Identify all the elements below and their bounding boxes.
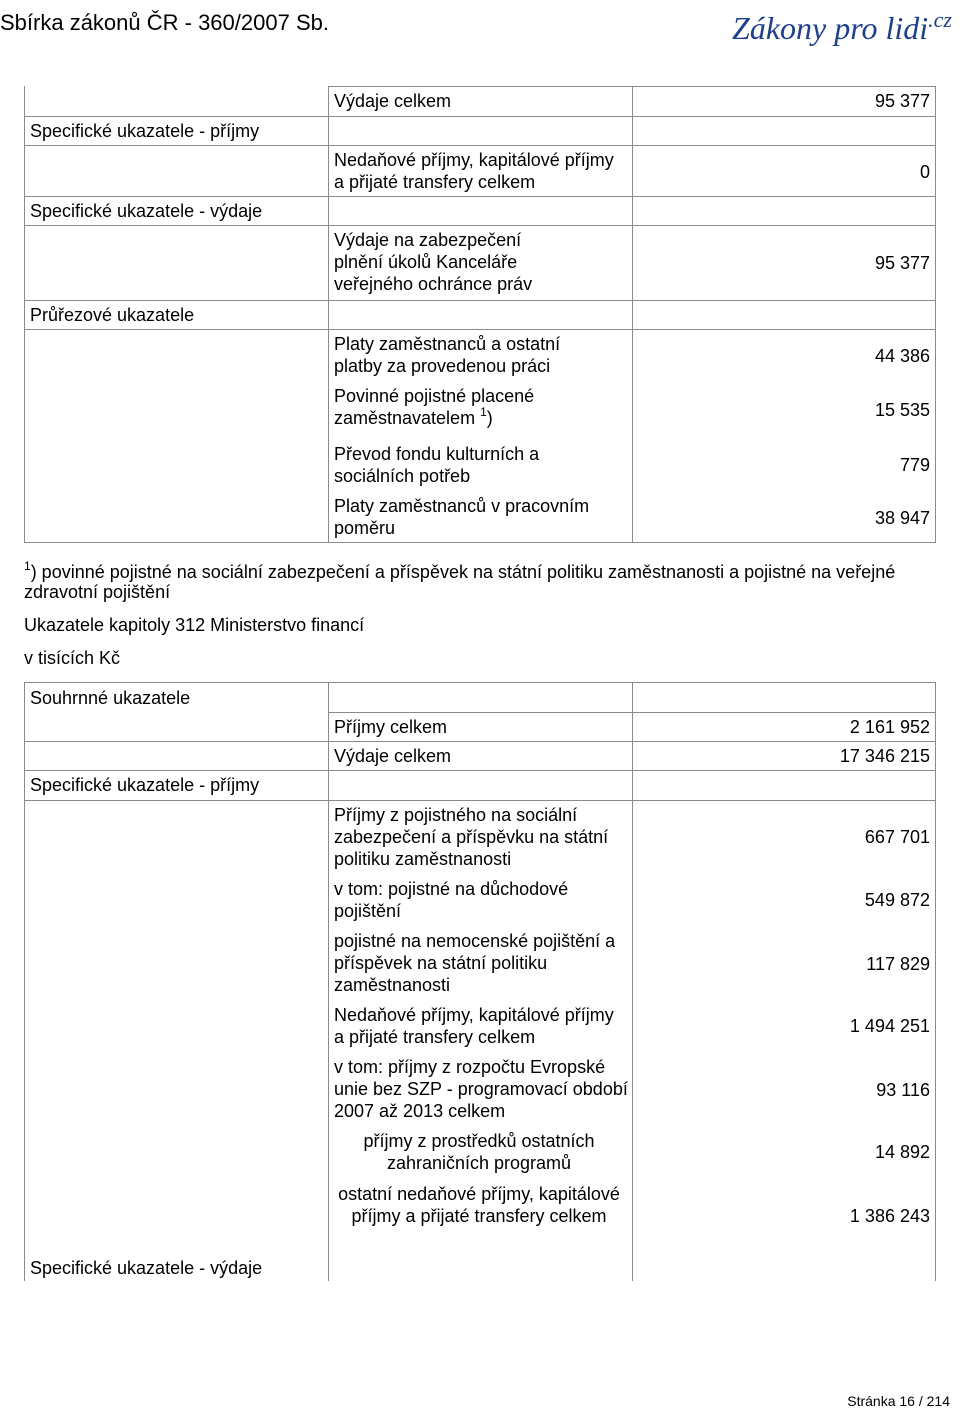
row-label: Výdaje celkem [334, 91, 452, 111]
row-value: 0 [919, 162, 930, 182]
row-value: 549 872 [864, 890, 930, 910]
row-value: 667 701 [864, 827, 930, 847]
row-value: 93 116 [876, 1080, 930, 1100]
row-label: Nedaňové příjmy, kapitálové příjmy a přijaté transfery celkem [334, 150, 614, 192]
row-value: 14 892 [874, 1142, 930, 1162]
logo-text: Zákony pro lidi [732, 10, 929, 46]
row-label: Výdaje na zabezpečení plnění úkolů Kanceláře veřejného ochránce práv [334, 230, 533, 294]
row-label: příjmy z prostředků ostatních zahraničních programů [363, 1131, 595, 1173]
row-label: Výdaje celkem [334, 746, 452, 766]
row-value: 38 947 [874, 508, 930, 528]
footnote-marker: 1 [24, 559, 31, 573]
footnote-text: ) povinné pojistné na sociální zabezpečení a příspěvek na státní politiku zaměstnanosti a pojistné na veřejné zdravotní pojištění [24, 562, 896, 602]
footnote-marker: 1 [480, 405, 487, 419]
section-title: Ukazatele kapitoly 312 Ministerstvo financí [24, 615, 365, 635]
label-specific-revenue: Specifické ukazatele - příjmy [30, 775, 260, 795]
row-label: v tom: pojistné na důchodové pojištění [334, 879, 569, 921]
row-value: 779 [899, 455, 930, 475]
row-label: Nedaňové příjmy, kapitálové příjmy a přijaté transfery celkem [334, 1005, 614, 1047]
row-value: 17 346 215 [839, 746, 930, 766]
row-value: 1 386 243 [849, 1206, 930, 1226]
row-label: Příjmy celkem [334, 717, 448, 737]
label-cross-section: Průřezové ukazatele [30, 305, 195, 325]
row-label: Platy zaměstnanců v pracovním poměru [334, 496, 590, 538]
row-value: 95 377 [874, 91, 930, 111]
unit-label: v tisících Kč [24, 648, 121, 668]
page-number: Stránka 16 / 214 [847, 1393, 950, 1409]
row-value: 44 386 [874, 346, 930, 366]
row-value: 2 161 952 [849, 717, 930, 737]
row-value: 1 494 251 [849, 1016, 930, 1036]
label-specific-expenditure: Specifické ukazatele - výdaje [30, 1258, 263, 1278]
label-summary: Souhrnné ukazatele [30, 688, 191, 708]
label-specific-revenue: Specifické ukazatele - příjmy [30, 121, 260, 141]
row-label: pojistné na nemocenské pojištění a příspěvek na státní politiku zaměstnanosti [334, 931, 616, 995]
row-label: Převod fondu kulturních a sociálních potřeb [334, 444, 540, 486]
row-label: Povinné pojistné placené zaměstnavatelem $^1$) [334, 386, 535, 428]
row-value: 95 377 [874, 253, 930, 273]
label-specific-expenditure: Specifické ukazatele - výdaje [30, 201, 263, 221]
row-label: Příjmy z pojistného na sociální zabezpečení a příspěvku na státní politiku zaměstnanosti [334, 805, 609, 869]
site-logo[interactable] [732, 0, 952, 48]
row-value: 117 829 [866, 954, 930, 974]
row-label: v tom: příjmy z rozpočtu Evropské unie bez SZP - programovací období 2007 až 2013 celkem [334, 1057, 628, 1121]
row-label: Platy zaměstnanců a ostatní platby za provedenou práci [334, 334, 561, 376]
document-title: Sbírka zákonů ČR - 360/2007 Sb. [0, 10, 329, 35]
row-label: ostatní nedaňové příjmy, kapitálové příjmy a přijaté transfery celkem [338, 1184, 620, 1226]
footnote [24, 559, 924, 602]
row-value: 15 535 [874, 400, 930, 420]
logo-suffix: .cz [928, 7, 952, 32]
